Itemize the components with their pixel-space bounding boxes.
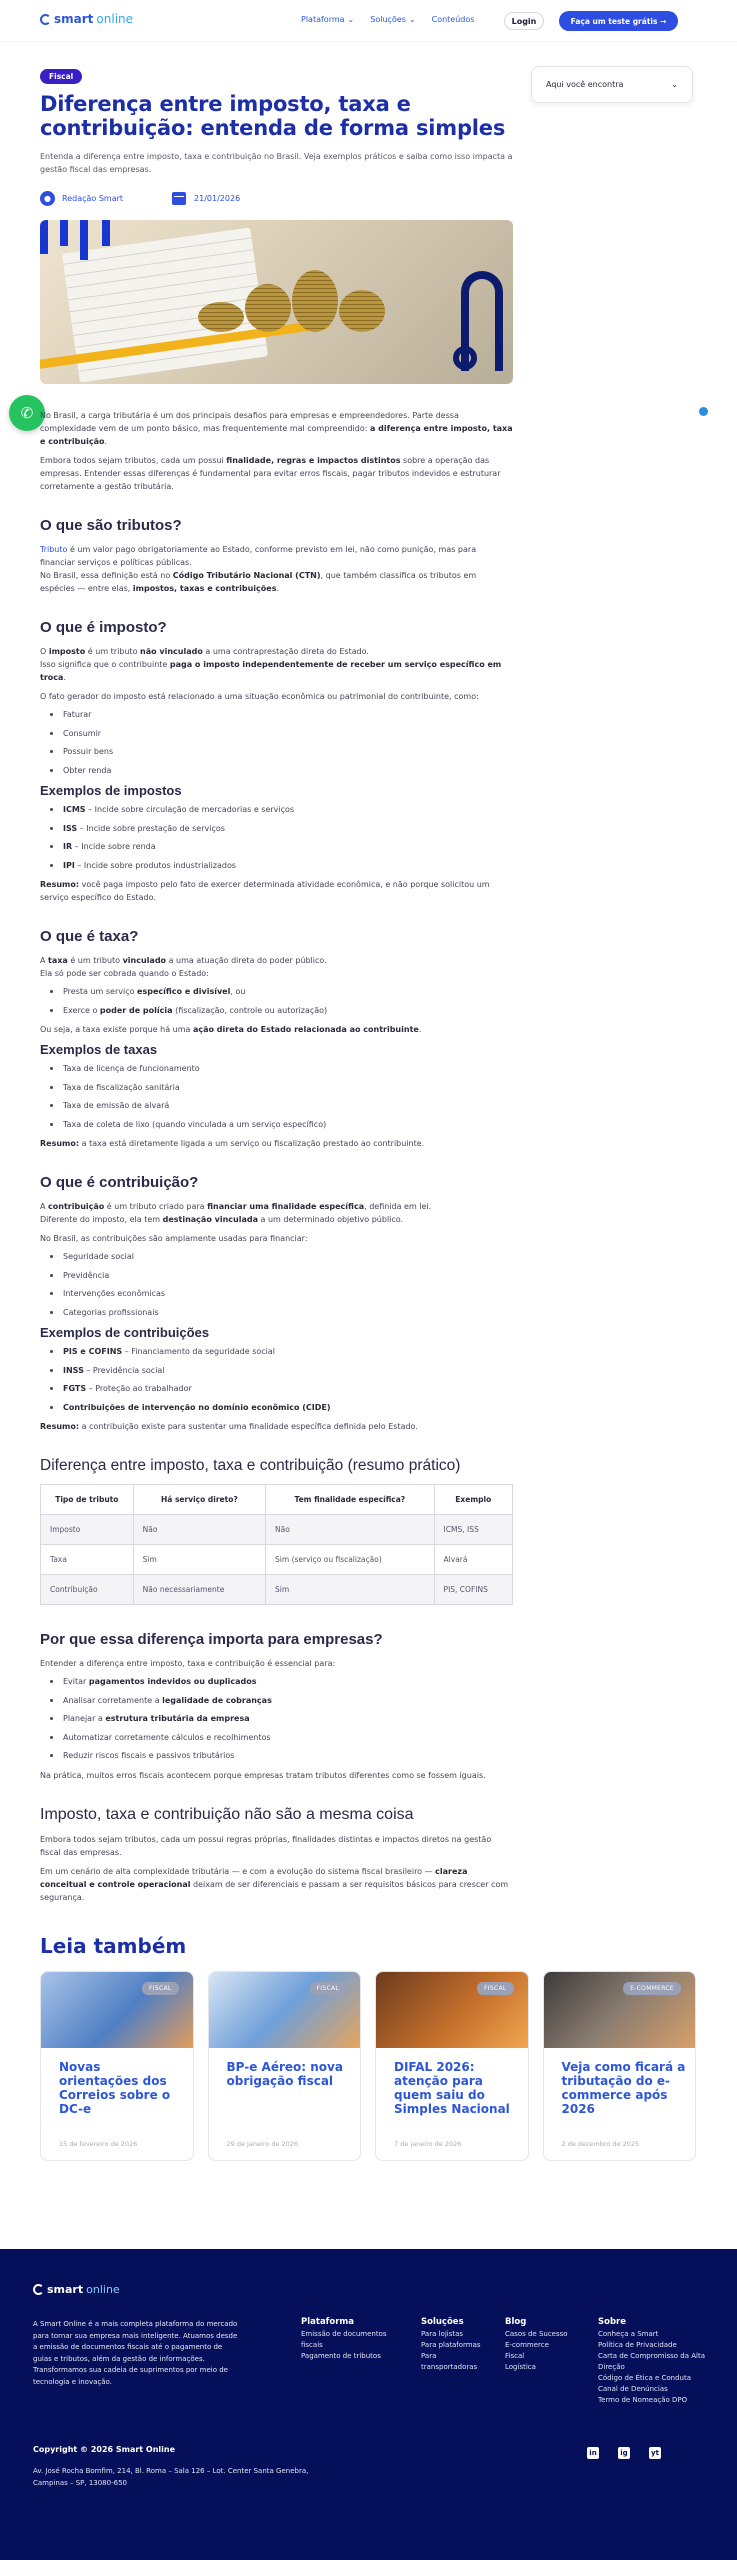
- subsection-heading: Exemplos de contribuições: [40, 1325, 210, 1340]
- card-image: [376, 1972, 528, 2048]
- copyright: Copyright © 2026 Smart Online: [33, 2445, 176, 2454]
- card-badge: E-COMMERCE: [623, 1982, 681, 1995]
- list-item: [40, 823, 513, 834]
- list-item: Taxa de coleta de lixo (quando vinculada a um serviço específico): [40, 1119, 513, 1130]
- paragraph: [40, 569, 513, 595]
- section-heading: O que é taxa?: [40, 928, 139, 945]
- footer-column-solucoes: [421, 2317, 491, 2373]
- text-bold: clareza conceitual e controle operacional: [40, 1866, 468, 1889]
- table-cell: Sim: [133, 1545, 265, 1575]
- text: deixam de ser diferenciais e passam a ser requisitos básicos para crescer com segurança.: [40, 1879, 509, 1902]
- list: [40, 709, 513, 776]
- article-body: [40, 409, 686, 2161]
- comparison-table: [40, 1484, 513, 1605]
- text-bold: a diferença entre imposto, taxa e contribuição: [40, 424, 513, 446]
- text: é um tributo criado para: [104, 1202, 208, 1211]
- section-heading: Diferença entre imposto, taxa e contribuição (resumo prático): [40, 1457, 461, 1474]
- text: a uma atuação direta do poder público.: [166, 956, 327, 965]
- list: [40, 1346, 513, 1413]
- list-item: [40, 841, 513, 852]
- card-date: 29 de janeiro de 2026: [226, 2139, 299, 2148]
- linkedin-icon[interactable]: in: [587, 2447, 599, 2459]
- table-header-row: [41, 1485, 513, 1515]
- text: , que também classifica os tributos em espécies — entre elas,: [40, 571, 477, 593]
- paragraph: [40, 954, 513, 967]
- paragraph: [40, 645, 513, 658]
- text-bold: finalidade, regras e impactos distintos: [226, 456, 401, 465]
- list: [40, 986, 513, 1016]
- text: Em um cenário de alta complexidade tributária — e com a evolução do sistema fiscal brasileiro —: [40, 1866, 436, 1876]
- text: – Incide sobre renda: [72, 842, 156, 851]
- text-bold: INSS: [63, 1365, 84, 1375]
- table-cell: PIS, COFINS: [434, 1575, 512, 1605]
- paragraph: Na prática, muitos erros fiscais acontecem porque empresas tratam tributos diferentes como se fossem iguais.: [40, 1770, 486, 1780]
- text: Isso significa que o contribuinte: [40, 660, 170, 669]
- table-row: [41, 1515, 513, 1545]
- list-item: [40, 860, 513, 871]
- list-item: Categorias profissionais: [40, 1307, 513, 1318]
- text: Evitar: [63, 1677, 89, 1686]
- text: , ou: [230, 987, 246, 996]
- hero-decor-bar: [102, 220, 110, 246]
- text: sobre a operação das empresas. Entender essas diferenças é fundamental para evitar erros fiscais, pagar tributos indevidos e estruturar corretamente a gestão tributária.: [40, 456, 501, 491]
- section-heading: Imposto, taxa e contribuição não são a mesma coisa: [40, 1805, 414, 1823]
- text-bold: Resumo:: [40, 880, 80, 889]
- intro-paragraph: [40, 409, 513, 448]
- text: Presta um serviço: [63, 987, 138, 996]
- logo-mark-icon: [40, 14, 51, 25]
- logo-text-light: online: [96, 12, 134, 26]
- free-trial-button[interactable]: Faça um teste grátis →: [559, 11, 678, 31]
- footer-link[interactable]: E-commerce: [505, 2341, 549, 2349]
- chevron-down-icon: ⌄: [671, 80, 678, 89]
- list-item: [40, 1676, 513, 1687]
- text-bold: taxa: [48, 956, 68, 965]
- card-image: [41, 1972, 193, 2048]
- text-bold: Código Tributário Nacional (CTN): [172, 571, 321, 580]
- text-bold: contribuição: [48, 1202, 105, 1211]
- card-date: 15 de fevereiro de 2026: [59, 2139, 138, 2148]
- list-item: Seguridade social: [40, 1251, 513, 1262]
- page-title: Diferença entre imposto, taxa e contribuição: entenda de forma simples: [40, 92, 506, 140]
- login-button[interactable]: Login: [504, 12, 544, 30]
- footer-column-heading: Soluções: [421, 2317, 464, 2327]
- text: Ou seja, a taxa existe porque há uma: [40, 1025, 193, 1034]
- list-item: [40, 1732, 513, 1743]
- footer-column-plataforma: [301, 2317, 401, 2362]
- related-card[interactable]: [208, 1971, 362, 2161]
- footer-link[interactable]: Política de Privacidade: [598, 2341, 677, 2349]
- hero-decor-bar: [40, 220, 48, 254]
- footer-column-heading: Plataforma: [301, 2317, 355, 2327]
- card-badge: FISCAL: [477, 1982, 513, 1995]
- table-cell: Não: [133, 1515, 265, 1545]
- paragraph: [40, 543, 513, 569]
- list-item: Taxa de emissão de alvará: [40, 1100, 513, 1111]
- list-item: [40, 804, 513, 815]
- related-card[interactable]: [375, 1971, 529, 2161]
- footer-column-sobre: [598, 2317, 708, 2406]
- text-bold: vinculado: [122, 956, 167, 965]
- hero-coin-stack: [198, 302, 244, 332]
- section-heading: O que são tributos?: [40, 517, 182, 534]
- table-header: Há serviço direto?: [133, 1485, 265, 1515]
- text: é um valor pago obrigatoriamente ao Estado, conforme previsto em lei, não como punição, mas para financiar serviços e políticas públicas.: [40, 545, 477, 567]
- nav-label: Conteúdos: [431, 15, 475, 24]
- list: [40, 1063, 513, 1130]
- summary-paragraph: [40, 878, 513, 904]
- scroll-indicator[interactable]: [699, 407, 708, 416]
- footer-link[interactable]: Para plataformas: [421, 2341, 481, 2349]
- paragraph: Embora todos sejam tributos, cada um possui regras próprias, finalidades distintas e impactos diretos na gestão fiscal das empresas.: [40, 1834, 492, 1857]
- text: A: [40, 956, 49, 965]
- hero-coin-stack: [292, 270, 338, 332]
- author-icon: ●: [40, 191, 55, 206]
- table-cell: Não necessariamente: [133, 1575, 265, 1605]
- list-item: [40, 1713, 513, 1724]
- nav-label: Soluções: [370, 15, 406, 24]
- chevron-down-icon: ⌄: [408, 15, 416, 24]
- card-image: [209, 1972, 361, 2048]
- card-badge: FISCAL: [310, 1982, 346, 1995]
- list-item: Faturar: [40, 709, 513, 720]
- text: No Brasil, essa definição está no: [40, 571, 173, 580]
- table-row: [41, 1545, 513, 1575]
- card-badge: FISCAL: [142, 1982, 178, 1995]
- text: .: [418, 1025, 422, 1034]
- logo-text-bold: smart: [54, 12, 94, 26]
- text-bold: PIS e COFINS: [63, 1347, 123, 1356]
- text: Embora todos sejam tributos, cada um possui: [40, 456, 227, 465]
- text-bold: pagamentos indevidos ou duplicados: [88, 1677, 257, 1686]
- paragraph: [40, 1865, 513, 1904]
- logo-text-light: online: [86, 2283, 120, 2296]
- nav-item-solucoes[interactable]: [370, 15, 415, 24]
- table-cell: Sim (serviço ou fiscalização): [266, 1545, 435, 1575]
- footer-description: A Smart Online é a mais completa plataforma do mercado para tornar sua empresa mais inteligente. Atuamos desde a emissão de documentos fiscais até o pagamento de guias e tributos, além da gestão de informações. Transformamos sua cadeia de suprimentos por meio de tecnologia e inovação.: [33, 2320, 238, 2386]
- publish-date: 21/01/2026: [194, 193, 241, 203]
- footer-link[interactable]: Para lojistas: [421, 2330, 464, 2338]
- text-bold: Resumo:: [40, 1139, 80, 1148]
- text: a taxa está diretamente ligada a um serviço ou fiscalização prestado ao contribuinte.: [79, 1139, 425, 1148]
- text-bold: ICMS: [63, 805, 86, 814]
- table-cell: Não: [266, 1515, 435, 1545]
- list-item: Obter renda: [40, 765, 513, 776]
- text: a contribuição existe para sustentar uma finalidade específica definida pelo Estado.: [79, 1422, 418, 1431]
- text: , definida em lei.: [364, 1202, 432, 1211]
- related-cards: [40, 1971, 696, 2161]
- text: Automatizar corretamente cálculos e recolhimentos: [63, 1732, 271, 1742]
- card-title[interactable]: Novas orientações dos Correios sobre o DC-e: [59, 2059, 171, 2116]
- related-card[interactable]: [543, 1971, 697, 2161]
- footer-link[interactable]: Código de Ética e Conduta: [598, 2374, 692, 2382]
- text: (fiscalização, controle ou autorização): [172, 1005, 328, 1015]
- footer-link[interactable]: Conheça a Smart: [598, 2330, 659, 2338]
- text: .: [63, 673, 66, 682]
- list-item: [40, 1402, 513, 1413]
- text-bold: estrutura tributária da empresa: [105, 1714, 250, 1723]
- text-bold: legalidade de cobranças: [162, 1695, 272, 1705]
- section-heading: O que é contribuição?: [40, 1174, 199, 1191]
- list-item: Taxa de fiscalização sanitária: [40, 1082, 513, 1093]
- card-image: [544, 1972, 696, 2048]
- list-item: [40, 1365, 513, 1376]
- hero-decor-bar: [80, 220, 88, 260]
- text: Reduzir riscos fiscais e passivos tributários: [63, 1751, 235, 1760]
- related-card[interactable]: [40, 1971, 194, 2161]
- author-name: Redação Smart: [62, 193, 124, 203]
- text: é um tributo: [85, 647, 141, 656]
- list-item: [40, 1695, 513, 1706]
- paragraph: Ela só pode ser cobrada quando o Estado:: [40, 969, 209, 978]
- footer-link[interactable]: Fiscal: [505, 2352, 525, 2360]
- footer-column-heading: Blog: [505, 2317, 527, 2327]
- text: No Brasil, a carga tributária é um dos principais desafios para empresas e empreendedores. Parte dessa complexidade vem de um ponto básico, mas frequentemente mal compreendido:: [40, 411, 459, 433]
- footer-link[interactable]: Para transportadoras: [421, 2352, 478, 2371]
- paragraph: [40, 1023, 513, 1036]
- text-bold: IR: [63, 842, 73, 851]
- calendar-icon: [172, 192, 186, 205]
- footer-link[interactable]: Pagamento de tributos: [301, 2352, 381, 2360]
- hero-coin-stack: [339, 290, 385, 332]
- text-bold: específico e divisível: [137, 987, 231, 996]
- text: é um tributo: [67, 956, 123, 965]
- list: [40, 804, 513, 871]
- text-bold: não vinculado: [140, 647, 203, 656]
- text: Diferente do imposto, ela tem: [40, 1215, 163, 1224]
- text-bold: ISS: [63, 823, 78, 833]
- table-row: [41, 1575, 513, 1605]
- article-meta: [40, 189, 513, 207]
- card-title[interactable]: DIFAL 2026: atenção para quem saiu do Simples Nacional: [394, 2059, 510, 2116]
- card-date: 2 de dezembro de 2025: [561, 2139, 640, 2148]
- text-bold: paga o imposto independentemente de receber um serviço específico em troca: [40, 660, 502, 682]
- list-item: [40, 1750, 513, 1761]
- text-bold: financiar uma finalidade específica: [207, 1202, 365, 1211]
- text: Exerce o: [63, 1005, 100, 1015]
- subsection-heading: Exemplos de taxas: [40, 1042, 158, 1057]
- paragraph: O fato gerador do imposto está relacionado a uma situação econômica ou patrimonial do contribuinte, como:: [40, 692, 479, 701]
- hero-image: [40, 220, 513, 384]
- intro-paragraph: [40, 454, 513, 493]
- site-footer: [0, 2249, 737, 2560]
- chevron-down-icon: ⌄: [347, 15, 355, 24]
- section-heading: O que é imposto?: [40, 619, 167, 636]
- list: [40, 1676, 513, 1761]
- list: [40, 1251, 513, 1318]
- paragraph: [40, 1200, 513, 1213]
- youtube-icon[interactable]: yt: [649, 2447, 661, 2459]
- footer-link[interactable]: Casos de Sucesso: [505, 2330, 568, 2338]
- list-item: [40, 986, 513, 997]
- list-item: [40, 1005, 513, 1016]
- table-cell: ICMS, ISS: [434, 1515, 512, 1545]
- summary-paragraph: [40, 1137, 513, 1150]
- text-bold: impostos, taxas e contribuições: [132, 584, 277, 593]
- tributo-link[interactable]: Tributo: [40, 545, 68, 554]
- paragraph: No Brasil, as contribuições são amplamente usadas para financiar:: [40, 1234, 308, 1243]
- nav-item-conteudos[interactable]: [432, 15, 475, 24]
- text: Analisar corretamente a: [63, 1695, 163, 1705]
- text-bold: FGTS: [63, 1384, 87, 1393]
- text: O: [40, 647, 49, 656]
- text-bold: destinação vinculada: [162, 1215, 258, 1224]
- footer-link[interactable]: Carta de Compromisso da Alta Direção: [598, 2352, 706, 2371]
- list-item: Consumir: [40, 728, 513, 739]
- table-cell: Taxa: [41, 1545, 134, 1575]
- logo-text-bold: smart: [47, 2283, 84, 2296]
- text-bold: ação direta do Estado relacionada ao contribuinte: [192, 1025, 419, 1034]
- text: A: [40, 1202, 49, 1211]
- summary-paragraph: [40, 1420, 513, 1433]
- text-bold: poder de polícia: [99, 1005, 173, 1015]
- category-tag[interactable]: Fiscal: [40, 69, 82, 84]
- text: – Incide sobre prestação de serviços: [77, 823, 225, 833]
- footer-link[interactable]: Canal de Denúncias: [598, 2385, 668, 2393]
- card-title[interactable]: Veja como ficará a tributação do e-commerce após 2026: [561, 2059, 686, 2116]
- table-header: Tipo de tributo: [41, 1485, 134, 1515]
- list-item: [40, 1346, 513, 1357]
- table-cell: Alvará: [434, 1545, 512, 1575]
- table-header: Exemplo: [434, 1485, 512, 1515]
- card-date: 7 de janeiro de 2026: [394, 2139, 462, 2148]
- logo-mark-icon: [33, 2284, 44, 2295]
- toc-label: Aqui você encontra: [546, 80, 624, 89]
- footer-address: Av. José Rocha Bomfim, 214, Bl. Roma – Sala 126 – Lot. Center Santa Genebra, Campinas – SP, 13080-650: [33, 2467, 309, 2487]
- text: – Incide sobre circulação de mercadorias e serviços: [85, 805, 295, 814]
- text: .: [276, 584, 279, 593]
- footer-link[interactable]: Termo de Nomeação DPO: [598, 2396, 688, 2404]
- text-bold: imposto: [48, 647, 86, 656]
- footer-link[interactable]: Logística: [505, 2363, 536, 2371]
- list-item: Previdência: [40, 1270, 513, 1281]
- main-nav: [301, 15, 474, 24]
- site-header: [0, 0, 737, 42]
- text: .: [104, 437, 108, 446]
- text: – Proteção ao trabalhador: [86, 1384, 192, 1393]
- subsection-heading: Exemplos de impostos: [40, 783, 182, 798]
- list-item: [40, 1383, 513, 1394]
- text: a um determinado objetivo público.: [257, 1215, 404, 1224]
- list-item: Taxa de licença de funcionamento: [40, 1063, 513, 1074]
- paragraph: [40, 658, 513, 684]
- footer-link[interactable]: Emissão de documentos fiscais: [301, 2330, 387, 2349]
- nav-item-plataforma[interactable]: [301, 15, 354, 24]
- table-cell: Sim: [266, 1575, 435, 1605]
- text: – Previdência social: [83, 1365, 165, 1375]
- table-cell: Imposto: [41, 1515, 134, 1545]
- toc-dropdown[interactable]: [531, 66, 693, 103]
- text-bold: Contribuições de intervenção no domínio econômico (CIDE): [63, 1402, 331, 1412]
- hero-decor-bar: [60, 220, 68, 246]
- related-heading: Leia também: [40, 1933, 187, 1958]
- hero-decor-dot: [453, 346, 477, 370]
- text-bold: Resumo:: [40, 1422, 80, 1431]
- text: você paga imposto pelo fato de exercer determinada atividade econômica, e não porque solicitou um serviço específico do Estado.: [40, 880, 490, 902]
- footer-column-heading: Sobre: [598, 2317, 627, 2327]
- text: a uma contraprestação direta do Estado.: [202, 647, 369, 656]
- hero-coin-stack: [245, 284, 291, 332]
- text: Planejar a: [63, 1714, 106, 1723]
- nav-label: Plataforma: [301, 15, 345, 24]
- card-title[interactable]: BP-e Aéreo: nova obrigação fiscal: [226, 2059, 343, 2088]
- section-heading: Por que essa diferença importa para empresas?: [40, 1631, 383, 1648]
- table-header: Tem finalidade específica?: [266, 1485, 435, 1515]
- whatsapp-icon[interactable]: ✆: [9, 395, 45, 431]
- text: – Financiamento da seguridade social: [122, 1347, 276, 1356]
- list-item: Possuir bens: [40, 746, 513, 757]
- table-cell: Contribuição: [41, 1575, 134, 1605]
- text: – Incide sobre produtos industrializados: [74, 860, 237, 870]
- list-item: Intervenções econômicas: [40, 1288, 513, 1299]
- footer-column-blog: [505, 2317, 585, 2373]
- paragraph: Entender a diferença entre imposto, taxa e contribuição é essencial para:: [40, 1659, 336, 1668]
- logo[interactable]: [40, 12, 133, 26]
- text-bold: IPI: [63, 860, 75, 870]
- footer-logo[interactable]: [33, 2283, 120, 2296]
- instagram-icon[interactable]: ig: [618, 2447, 630, 2459]
- article-lead: Entenda a diferença entre imposto, taxa e contribuição no Brasil. Veja exemplos práticos e saiba como isso impacta a gestão fiscal das empresas.: [40, 152, 513, 174]
- paragraph: [40, 1213, 513, 1226]
